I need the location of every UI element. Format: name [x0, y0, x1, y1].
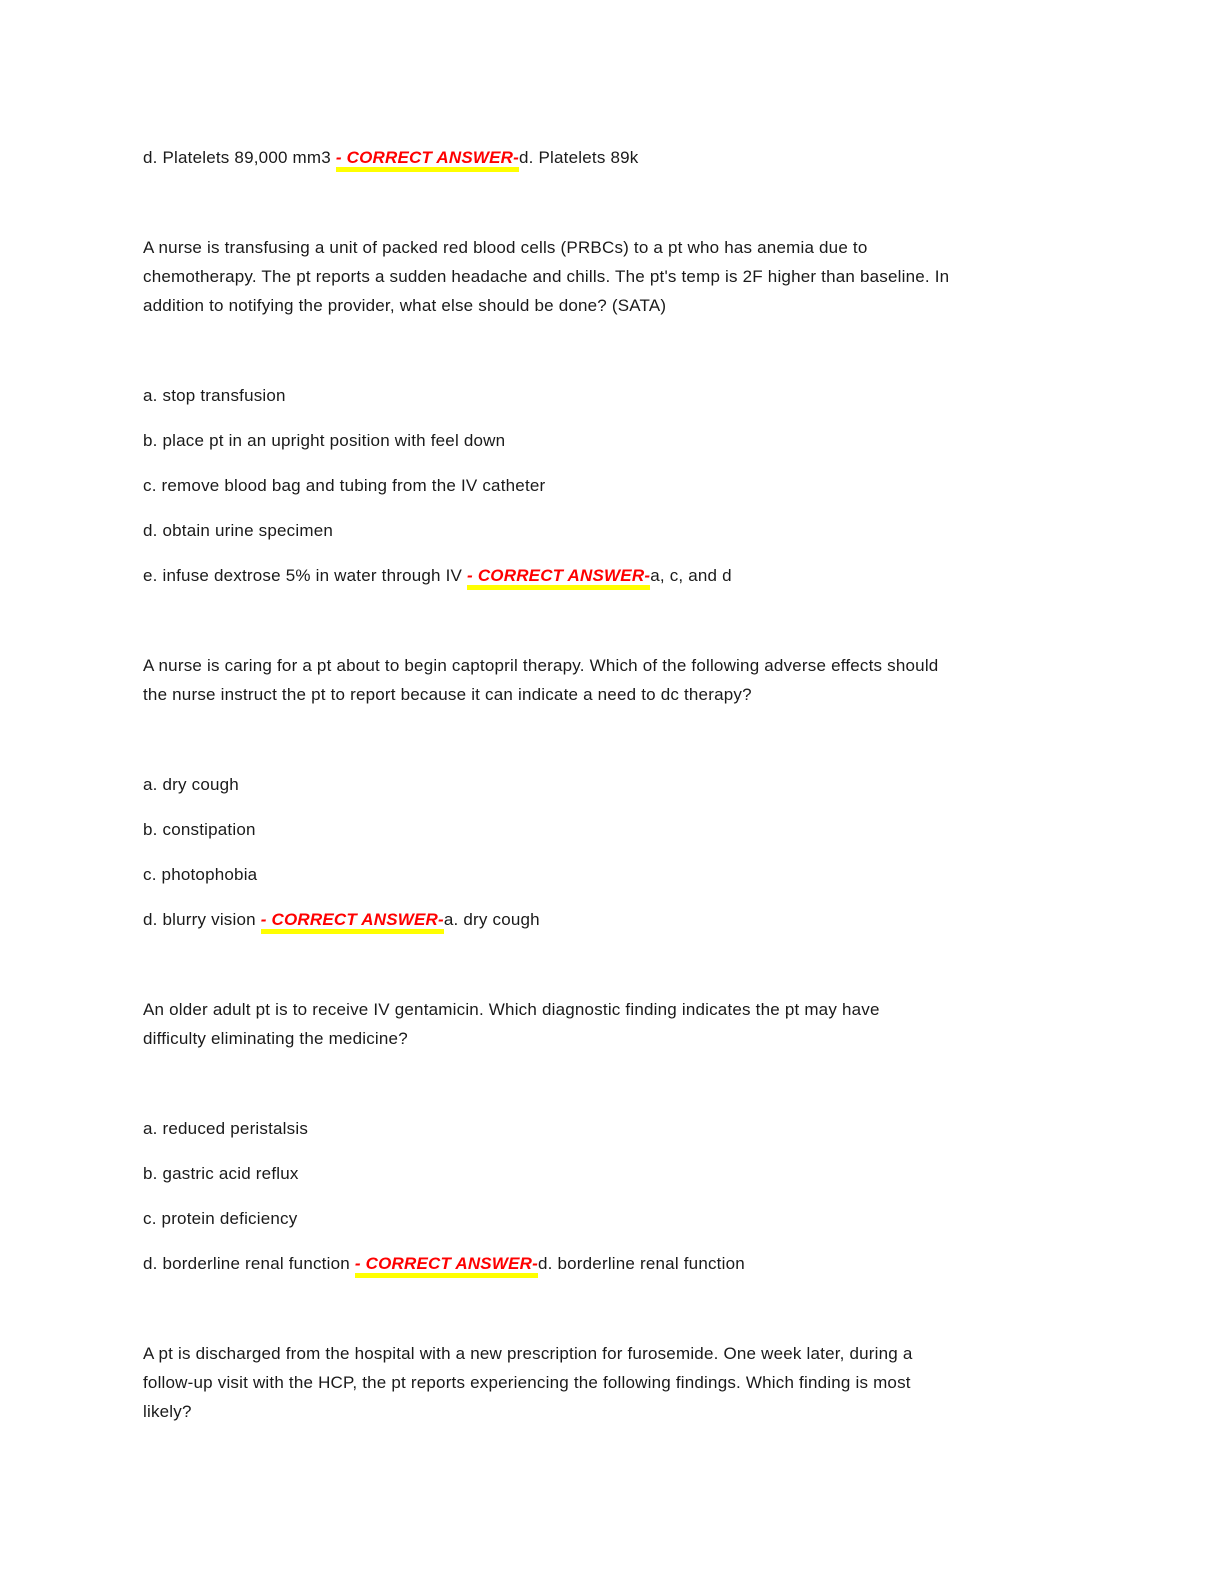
text-run: c. photophobia [143, 865, 258, 884]
question-line: difficulty eliminating the medicine? [143, 1029, 408, 1048]
option-line [143, 426, 1084, 455]
question-text [143, 233, 1084, 320]
correct-answer-marker: - CORRECT ANSWER- [467, 566, 650, 590]
option-line [143, 381, 1084, 410]
text-run: b. place pt in an upright position with feel down [143, 431, 506, 450]
paragraph-gap [143, 336, 1084, 365]
question-line: A nurse is transfusing a unit of packed red blood cells (PRBCs) to a pt who has anemia due to [143, 238, 868, 257]
correct-answer-marker: - CORRECT ANSWER- [336, 148, 519, 172]
text-run: d. obtain urine specimen [143, 521, 334, 540]
text-run: a. reduced peristalsis [143, 1119, 309, 1138]
question-line: likely? [143, 1402, 192, 1421]
correct-answer-marker: - CORRECT ANSWER- [261, 910, 444, 934]
document-content [143, 143, 1084, 1426]
question-text [143, 995, 1084, 1053]
option-line [143, 471, 1084, 500]
question-text [143, 651, 1084, 709]
option-line [143, 905, 1084, 934]
text-run: a. stop transfusion [143, 386, 286, 405]
question-line: A nurse is caring for a pt about to begin captopril therapy. Which of the following adverse effects should [143, 656, 939, 675]
paragraph-gap [143, 1294, 1084, 1323]
correct-answer-marker: - CORRECT ANSWER- [355, 1254, 538, 1278]
option-line [143, 860, 1084, 889]
text-run: a. dry cough [143, 775, 239, 794]
question-line: An older adult pt is to receive IV gentamicin. Which diagnostic finding indicates the pt may have [143, 1000, 880, 1019]
text-run: c. protein deficiency [143, 1209, 298, 1228]
option-line [143, 815, 1084, 844]
question-text [143, 1339, 1084, 1426]
text-run: b. constipation [143, 820, 256, 839]
paragraph-gap [143, 606, 1084, 635]
option-line [143, 516, 1084, 545]
option-line [143, 561, 1084, 590]
option-line [143, 1159, 1084, 1188]
question-line: the nurse instruct the pt to report because it can indicate a need to dc therapy? [143, 685, 752, 704]
option-line [143, 1114, 1084, 1143]
paragraph-gap [143, 950, 1084, 979]
option-line [143, 1204, 1084, 1233]
option-line [143, 1249, 1084, 1278]
text-run: b. gastric acid reflux [143, 1164, 299, 1183]
option-line [143, 770, 1084, 799]
text-run: c. remove blood bag and tubing from the IV catheter [143, 476, 546, 495]
question-line: A pt is discharged from the hospital with a new prescription for furosemide. One week later, during a [143, 1344, 913, 1363]
text-run: a. dry cough [443, 910, 540, 929]
paragraph-gap [143, 188, 1084, 217]
text-run: e. infuse dextrose 5% in water through IV [143, 566, 468, 585]
paragraph-gap [143, 1069, 1084, 1098]
paragraph-gap [143, 725, 1084, 754]
text-run: a, c, and d [650, 566, 732, 585]
question-line: addition to notifying the provider, what else should be done? (SATA) [143, 296, 667, 315]
text-run: d. borderline renal function [537, 1254, 745, 1273]
question-line: follow-up visit with the HCP, the pt reports experiencing the following findings. Which finding is most [143, 1373, 911, 1392]
text-run: d. blurry vision [143, 910, 261, 929]
question-line: chemotherapy. The pt reports a sudden headache and chills. The pt's temp is 2F higher than baseline. In [143, 267, 950, 286]
text-run: d. Platelets 89k [519, 148, 639, 167]
text-run: d. borderline renal function [143, 1254, 355, 1273]
text-run: d. Platelets 89,000 mm3 [143, 148, 336, 167]
answer-line [143, 143, 1084, 172]
